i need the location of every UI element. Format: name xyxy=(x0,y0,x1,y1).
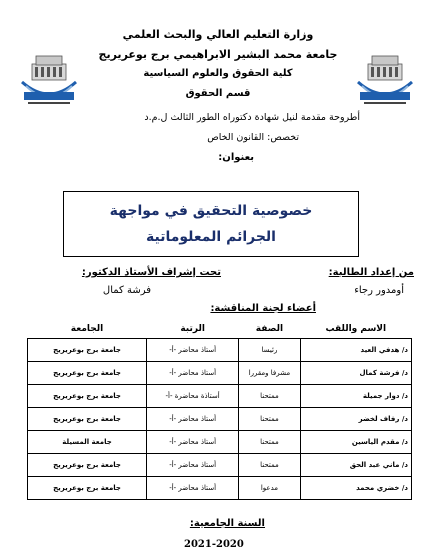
supervisor-name: فرشة كمال xyxy=(102,285,151,296)
member-name: د/ دوار جميلة xyxy=(300,385,411,408)
header-name: الاسم واللقب xyxy=(325,323,387,334)
member-role: مدعوا xyxy=(239,477,300,500)
member-name: د/ مقدم الياسين xyxy=(300,431,411,454)
member-university: جامعة برج بوعريريج xyxy=(28,454,147,477)
member-university: جامعة المسيلة xyxy=(28,431,147,454)
student-name: أومدور رجاء xyxy=(354,285,404,296)
table-row xyxy=(28,408,412,431)
member-rank: أستاذ محاضر -أ- xyxy=(147,362,239,385)
member-role: ممتحنا xyxy=(239,431,300,454)
header-university: الجامعة xyxy=(70,323,104,334)
member-role: مشرفا ومقررا xyxy=(239,362,300,385)
member-university: جامعة برج بوعريريج xyxy=(28,385,147,408)
member-university: جامعة برج بوعريريج xyxy=(28,477,147,500)
table-row xyxy=(28,477,412,500)
table-row xyxy=(28,339,412,362)
member-role: ممتحنا xyxy=(239,454,300,477)
ministry-line: وزارة التعليم العالي والبحث العلمي xyxy=(122,28,314,41)
member-role: ممتحنا xyxy=(239,408,300,431)
member-rank: أستاذ محاضر -أ- xyxy=(147,408,239,431)
member-name: د/ فرشة كمال xyxy=(300,362,411,385)
member-university: جامعة برج بوعريريج xyxy=(28,339,147,362)
member-university: جامعة برج بوعريريج xyxy=(28,408,147,431)
supervisor-label: تحت إشراف الأستاذ الدكتور: xyxy=(81,267,221,278)
thesis-title-line2: الجرائم المعلوماتية xyxy=(146,229,276,245)
specialty-line: تخصص: القانون الخاص xyxy=(207,132,299,143)
table-row xyxy=(28,454,412,477)
member-rank: أستاذ محاضر -أ- xyxy=(147,431,239,454)
committee-header-row xyxy=(28,319,412,339)
member-role: رئيسا xyxy=(239,339,300,362)
committee-table xyxy=(27,319,412,500)
member-rank: أستاذة محاضرة -أ- xyxy=(147,385,239,408)
academic-year-label: السنة الجامعية: xyxy=(189,518,265,529)
member-role: ممتحنا xyxy=(239,385,300,408)
member-name: د/ خضري محمد xyxy=(300,477,411,500)
header-role: الصفة xyxy=(255,323,284,334)
header-rank: الرتبة xyxy=(180,323,205,334)
member-rank: أستاذ محاضر -أ- xyxy=(147,454,239,477)
thesis-title-line1: خصوصية التحقيق في مواجهة xyxy=(109,203,313,219)
university-line: جامعة محمد البشير الابراهيمي برج بوعريريج xyxy=(98,48,338,61)
member-rank: أستاذ محاضر -أ- xyxy=(147,477,239,500)
table-row xyxy=(28,362,412,385)
academic-year: 2021-2020 xyxy=(184,539,244,550)
member-name: د/ هدفي العيد xyxy=(300,339,411,362)
faculty-line: كلية الحقوق والعلوم السياسية xyxy=(143,68,293,79)
title-label: بعنوان: xyxy=(218,152,254,163)
department-line: قسم الحقوق xyxy=(185,88,251,99)
member-name: د/ رفاف لخضر xyxy=(300,408,411,431)
student-label: من إعداد الطالبة: xyxy=(328,267,414,278)
committee-label: أعضاء لجنة المناقشة: xyxy=(210,303,316,314)
thesis-purpose: أطروحة مقدمة لنيل شهادة دكتوراه الطور الثالث ل.م.د xyxy=(144,112,360,123)
member-university: جامعة برج بوعريريج xyxy=(28,362,147,385)
member-name: د/ ماني عبد الحق xyxy=(300,454,411,477)
member-rank: أستاذ محاضر -أ- xyxy=(147,339,239,362)
table-row xyxy=(28,385,412,408)
table-row xyxy=(28,431,412,454)
thesis-title-box xyxy=(63,191,359,257)
